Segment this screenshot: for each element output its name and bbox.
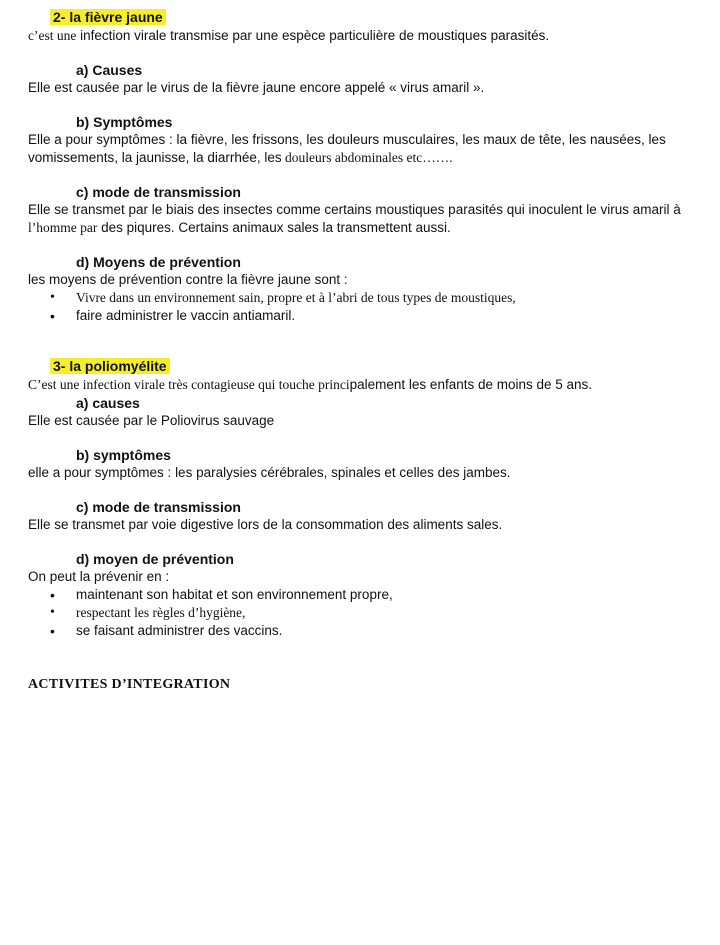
list-item: • Vivre dans un environnement sain, propre et à l’abri de tous types de moustiques, bbox=[50, 289, 708, 307]
polio-symptomes-text: elle a pour symptômes : les paralysies cérébrales, spinales et celles des jambes. bbox=[28, 465, 511, 480]
document-page bbox=[28, 8, 708, 694]
section-heading-fievre-jaune bbox=[50, 8, 166, 26]
fievre-causes-text: Elle est causée par le virus de la fièvre jaune encore appelé « virus amaril ». bbox=[28, 80, 485, 95]
fievre-intro: c’est une infection virale transmise par une espèce particulière de moustiques parasités. bbox=[28, 28, 550, 43]
polio-symptomes-title: b) symptômes bbox=[76, 447, 171, 463]
polio-transmission-title: c) mode de transmission bbox=[76, 499, 241, 515]
list-item: • se faisant administrer des vaccins. bbox=[50, 622, 708, 640]
polio-causes-title: a) causes bbox=[76, 395, 140, 411]
polio-prevention-title: d) moyen de prévention bbox=[76, 551, 234, 567]
polio-transmission-text: Elle se transmet par voie digestive lors de la consommation des aliments sales. bbox=[28, 517, 503, 532]
fievre-symptomes-text: Elle a pour symptômes : la fièvre, les frissons, les douleurs musculaires, les maux de tête, les nausées, les vomissements, la jaunisse, la diarrhée, les douleurs abdominales etc……. bbox=[28, 132, 666, 165]
list-item: • maintenant son habitat et son environnement propre, bbox=[50, 586, 708, 604]
fievre-symptomes-title: b) Symptômes bbox=[76, 114, 173, 130]
list-item: • faire administrer le vaccin antiamaril. bbox=[50, 307, 708, 325]
fievre-prevention-title: d) Moyens de prévention bbox=[76, 254, 241, 270]
fievre-prevention-list bbox=[28, 289, 708, 325]
fievre-transmission-line2: l’homme par des piqures. Certains animaux sales la transmettent aussi. bbox=[28, 220, 451, 235]
fievre-prevention-intro: les moyens de prévention contre la fièvre jaune sont : bbox=[28, 272, 348, 287]
polio-prevention-list bbox=[28, 586, 708, 640]
activites-integration-heading: ACTIVITES D’INTEGRATION bbox=[28, 677, 231, 692]
section-heading-poliomyelite bbox=[50, 357, 170, 375]
fievre-causes-title: a) Causes bbox=[76, 62, 143, 78]
polio-prevention-intro: On peut la prévenir en : bbox=[28, 569, 170, 584]
heading-highlight: 3- la poliomyélite bbox=[50, 358, 170, 374]
fievre-transmission-title: c) mode de transmission bbox=[76, 184, 241, 200]
list-item: • respectant les règles d’hygiène, bbox=[50, 604, 708, 622]
polio-causes-text: Elle est causée par le Poliovirus sauvage bbox=[28, 413, 275, 428]
fievre-transmission-line1: Elle se transmet par le biais des insectes comme certains moustiques parasités qui inoculent le virus amaril à bbox=[28, 202, 681, 217]
heading-highlight: 2- la fièvre jaune bbox=[50, 9, 166, 25]
polio-intro: C’est une infection virale très contagieuse qui touche principalement les enfants de moins de 5 ans. bbox=[28, 377, 593, 392]
